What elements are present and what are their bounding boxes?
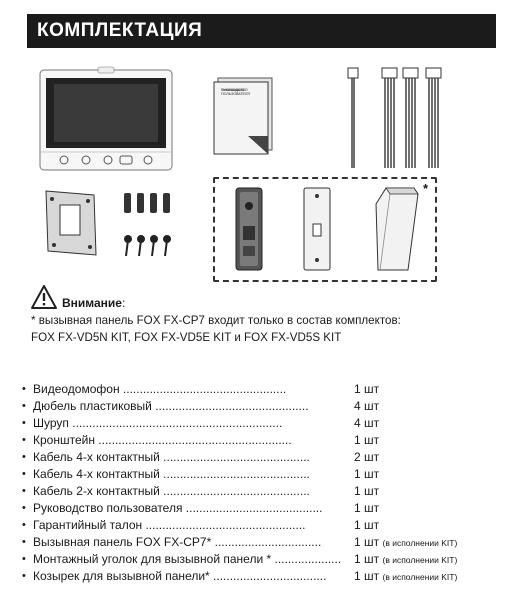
item-name: Видеодомофон ................................................. xyxy=(33,382,287,396)
item-quantity: 1 шт (в исполнении KIT) xyxy=(354,569,458,583)
item-quantity: 1 шт xyxy=(354,501,380,515)
call-panel-illustration xyxy=(228,186,268,272)
list-item xyxy=(22,568,492,584)
item-quantity: 1 шт (в исполнении KIT) xyxy=(354,552,458,566)
manual-cover-text: РУКОВОДСТВО ПОЛЬЗОВАТЕЛЯ xyxy=(221,88,250,96)
list-item xyxy=(22,534,492,550)
list-item xyxy=(22,483,492,499)
item-quantity: 1 шт xyxy=(354,518,380,532)
item-name: Кронштейн .......................................................... xyxy=(33,433,292,447)
warning-triangle-icon xyxy=(30,284,58,310)
list-item xyxy=(22,466,492,482)
item-quantity: 1 шт xyxy=(354,382,380,396)
item-name: Кабель 2-х контактный ............................................ xyxy=(33,484,310,498)
plastic-dowels-illustration xyxy=(120,191,176,215)
kit-note: (в исполнении KIT) xyxy=(382,572,458,582)
bullet: • xyxy=(22,383,26,395)
bullet: • xyxy=(22,485,26,497)
list-item xyxy=(22,381,492,397)
bullet: • xyxy=(22,570,26,582)
item-name: Гарантийный талон ................................................ xyxy=(33,518,306,532)
list-item xyxy=(22,398,492,414)
kit-note: (в исполнении KIT) xyxy=(382,538,458,548)
bullet: • xyxy=(22,502,26,514)
list-item xyxy=(22,517,492,533)
item-name: Вызывная панель FOX FX-CP7* ................................ xyxy=(33,535,322,549)
visor-illustration xyxy=(366,184,422,272)
list-item xyxy=(22,432,492,448)
item-name: Монтажный уголок для вызывной панели * .................... xyxy=(33,552,342,566)
item-name: Дюбель пластиковый .............................................. xyxy=(33,399,309,413)
item-quantity: 2 шт xyxy=(354,450,380,464)
bullet: • xyxy=(22,536,26,548)
bullet: • xyxy=(22,468,26,480)
item-name: Шуруп ............................................................... xyxy=(33,416,283,430)
warning-note-line-1: * вызывная панель FOX FX-CP7 входит только в состав комплектов: xyxy=(31,314,401,327)
item-name: Кабель 4-х контактный ............................................ xyxy=(33,450,310,464)
user-manual-illustration xyxy=(208,74,278,156)
list-item xyxy=(22,415,492,431)
mounting-corner-illustration xyxy=(296,186,336,272)
kit-note: (в исполнении KIT) xyxy=(382,555,458,565)
list-item xyxy=(22,551,492,567)
item-quantity: 1 шт xyxy=(354,484,380,498)
item-name: Козырек для вызывной панели* .................................. xyxy=(33,569,327,583)
cables-illustration xyxy=(340,66,450,174)
videophone-monitor-illustration xyxy=(36,66,176,174)
item-name: Руководство пользователя ......................................... xyxy=(33,501,323,515)
kit-asterisk: * xyxy=(423,181,429,196)
warning-note-line-2: FOX FX-VD5N KIT, FOX FX-VD5E KIT и FOX FX-VD5S KIT xyxy=(31,331,342,344)
bullet: • xyxy=(22,451,26,463)
mounting-bracket-illustration xyxy=(40,187,102,259)
warning-title: Внимание: xyxy=(62,296,126,310)
item-name: Кабель 4-х контактный ............................................ xyxy=(33,467,310,481)
bullet: • xyxy=(22,400,26,412)
section-header xyxy=(27,14,496,48)
screws-illustration xyxy=(120,235,176,259)
section-title: КОМПЛЕКТАЦИЯ xyxy=(37,20,203,41)
bullet: • xyxy=(22,434,26,446)
bullet: • xyxy=(22,553,26,565)
item-quantity: 1 шт xyxy=(354,433,380,447)
item-quantity: 1 шт xyxy=(354,467,380,481)
item-quantity: 4 шт xyxy=(354,399,380,413)
item-quantity: 4 шт xyxy=(354,416,380,430)
bullet: • xyxy=(22,417,26,429)
list-item xyxy=(22,500,492,516)
item-quantity: 1 шт (в исполнении KIT) xyxy=(354,535,458,549)
bullet: • xyxy=(22,519,26,531)
list-item xyxy=(22,449,492,465)
